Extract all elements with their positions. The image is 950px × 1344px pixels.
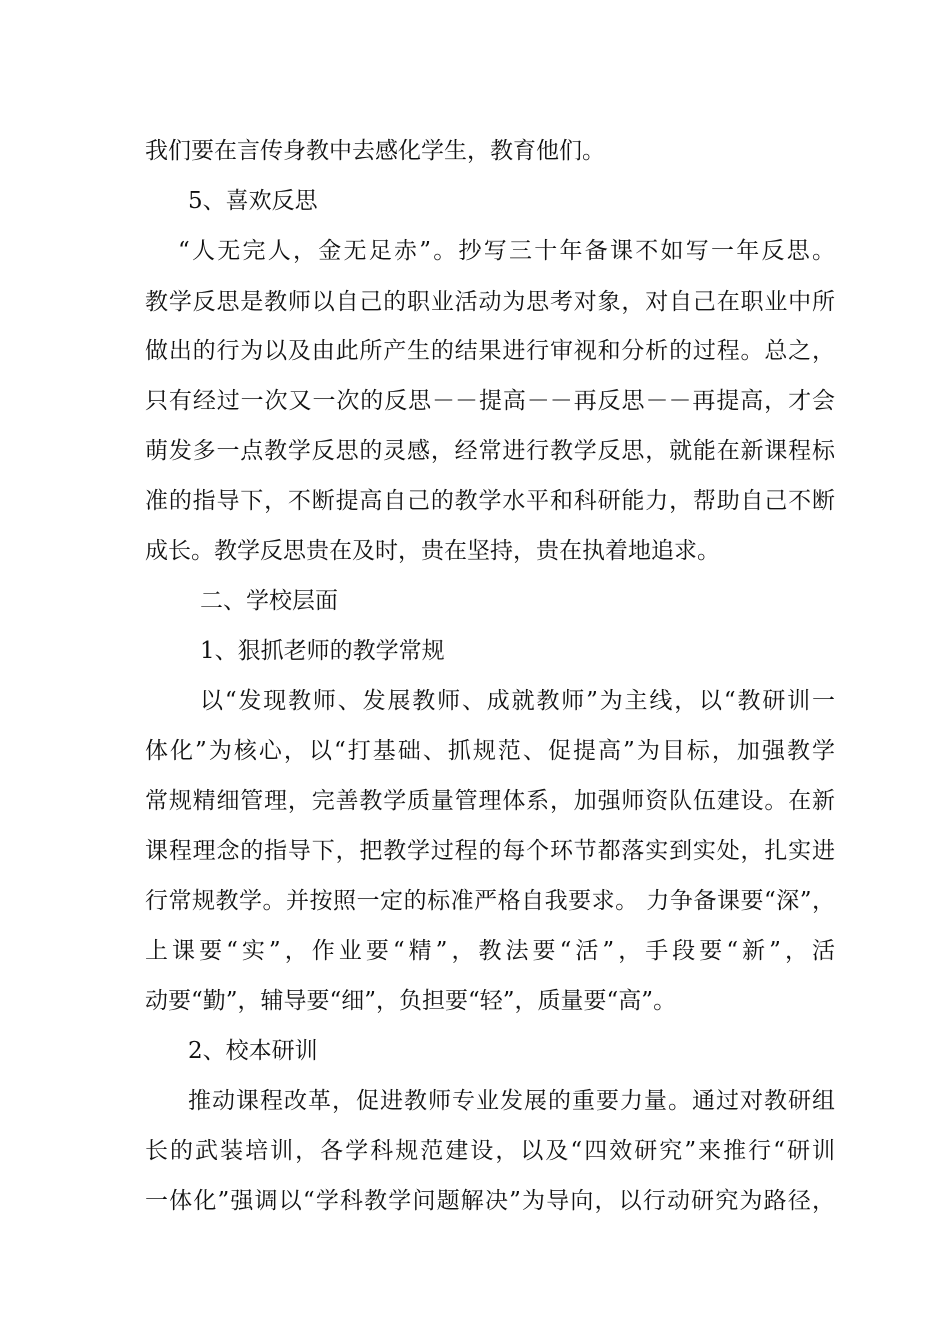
paragraph-line: “人无完人，金无足赤”。抄写三十年备课不如写一年反思。 xyxy=(178,238,835,264)
paragraph-line: 常规精细管理，完善教学质量管理体系，加强师资队伍建设。在新 xyxy=(145,788,835,814)
paragraph-line: 动要“勤”，辅导要“细”，负担要“轻”，质量要“高”。 xyxy=(145,988,677,1014)
paragraph-line: 准的指导下，不断提高自己的教学水平和科研能力，帮助自己不断 xyxy=(145,488,835,514)
paragraph-line: 课程理念的指导下，把教学过程的每个环节都落实到实处，扎实进 xyxy=(145,838,835,864)
paragraph-line: 教学反思是教师以自己的职业活动为思考对象，对自己在职业中所 xyxy=(145,289,835,315)
paragraph-line: 一体化”强调以“学科教学问题解决”为导向，以行动研究为路径， xyxy=(145,1188,835,1214)
section-heading: 二、学校层面 xyxy=(200,588,338,614)
paragraph-line: 成长。教学反思贵在及时，贵在坚持，贵在执着地追求。 xyxy=(145,538,720,564)
section-heading: 5、喜欢反思 xyxy=(188,188,318,214)
paragraph-line: 以“发现教师、发展教师、成就教师”为主线，以“教研训一 xyxy=(200,688,835,714)
paragraph-line: 上课要“实”，作业要“精”，教法要“活”，手段要“新”，活 xyxy=(145,938,835,964)
paragraph-line: 萌发多一点教学反思的灵感，经常进行教学反思，就能在新课程标 xyxy=(145,438,835,464)
subsection-heading: 2、校本研训 xyxy=(188,1038,318,1064)
paragraph-line: 只有经过一次又一次的反思－－提高－－再反思－－再提高，才会 xyxy=(145,388,835,414)
paragraph-line: 做出的行为以及由此所产生的结果进行审视和分析的过程。总之， xyxy=(145,338,835,364)
subsection-heading: 1、狠抓老师的教学常规 xyxy=(200,638,445,664)
paragraph-line: 长的武装培训，各学科规范建设，以及“四效研究”来推行“研训 xyxy=(145,1138,835,1164)
paragraph-line: 体化”为核心，以“打基础、抓规范、促提高”为目标，加强教学 xyxy=(145,738,835,764)
paragraph-line: 推动课程改革，促进教师专业发展的重要力量。通过对教研组 xyxy=(188,1088,835,1114)
paragraph-line: 行常规教学。并按照一定的标准严格自我要求。 力争备课要“深”， xyxy=(145,888,835,914)
paragraph-line: 我们要在言传身教中去感化学生，教育他们。 xyxy=(145,138,605,164)
